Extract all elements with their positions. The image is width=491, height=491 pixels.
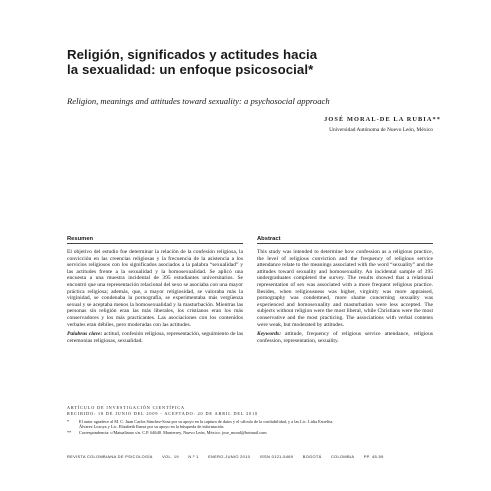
- footer-pages: PP. 45-59: [363, 454, 384, 459]
- author-affiliation: Universidad Autónoma de Nuevo León, México: [329, 127, 433, 133]
- resumen-body: El objetivo del estudio fue determinar la relación de la confesión religiosa, la convicción en las creencias religiosas y la frecuencia de la asistencia a los servicios religiosos con los significados asociados a la palabra “sexualidad” y las actitudes frente a la sexualidad y la homosexualidad. Se aplicó una encuesta a una muestra incidental de 395 estudiantes universitarios. Se encontró que una representación relacional del sexo se asociaba con una mayor práctica religiosa; además, que, a mayor religiosidad, se valoraba más la virginidad, se condenaba la pornografía, se experimentaba más vergüenza sexual y se aceptaba menos la homosexualidad y la masturbación. Mientras las personas sin religión eran las más liberales, los cristianos eran los más conservadores y los más practicantes. Las asociaciones con los contenidos verbales eran débiles, pero moderadas con las actitudes.: [67, 249, 243, 328]
- abstract-keywords-text: attitude, frequency of religious service attendance, religious confession, representation, sexuality.: [257, 331, 434, 344]
- resumen-keywords-label: Palabras clave:: [67, 331, 103, 338]
- author-name: JOSÉ MORAL-DE LA RUBIA**: [324, 116, 441, 123]
- abstract-heading: Abstract: [257, 236, 433, 244]
- abstract-body: This study was intended to determine how confession as a religious practice, the level of religious conviction and the frequency of religious service attendance relate to the meanings associated with the word “sexuality” and the attitudes toward sexuality and homosexuality. An incidental sample of 395 undergraduates completed the survey. The results showed that a relational representation of sex was associated with a more frequent religious practice. Besides, when religiousness was higher, virginity was more appraised, pornography was condemned, more shame concerning sexuality was experienced and homosexuality and masturbation were less accepted. The subjects without religion were the most liberal, while Christians were the most conservative and the most practicing. The associations with verbal contents were weak, but moderated by attitudes.: [257, 249, 433, 328]
- resumen-keywords: [67, 331, 243, 344]
- abstract-keywords-label: Keywords:: [257, 331, 282, 338]
- english-title: Religion, meanings and attitudes toward sexuality: a psychosocial approach: [67, 96, 330, 106]
- abstract-column: [257, 249, 433, 344]
- abstract-keywords: [257, 331, 433, 344]
- footnote-text-line: Correspondencia: c/Matualismo s/n. C.P. 64640. Monterrey, Nuevo León, México. jose_moral@hotmail.com: [79, 429, 267, 435]
- article-info: [67, 405, 258, 417]
- footer-issn: ISSN 0121-5469: [259, 454, 294, 459]
- journal-footer: [67, 454, 427, 459]
- footer-volume: VOL. 19: [162, 454, 179, 459]
- footer-number: N.º 1: [188, 454, 199, 459]
- footer-city: BOGOTÁ: [302, 454, 322, 459]
- footer-date: ENERO-JUNIO 2010: [208, 454, 251, 459]
- footnote-correspondence: [67, 430, 427, 435]
- article-type: ARTÍCULO DE INVESTIGACIÓN CIENTÍFICA: [67, 405, 185, 410]
- footnote-acknowledgement: [67, 419, 427, 430]
- footer-country: COLOMBIA: [330, 454, 355, 459]
- article-dates: RECIBIDO: 18 DE JUNIO DEL 2009 - ACEPTADO: 20 DE ABRIL DEL 2010: [67, 411, 259, 416]
- title-line-1: Religión, significados y actitudes hacia: [67, 47, 318, 62]
- footnote-marker: **: [67, 429, 72, 435]
- footnote-text-line: Álvarez Lozoya y Lic. Elizabeth Ibarra por su apoyo en la búsqueda de información.: [79, 424, 225, 430]
- resumen-heading: Resumen: [67, 236, 243, 244]
- footnote-marker: *: [67, 419, 70, 424]
- title-line-2: la sexualidad: un enfoque psicosocial*: [67, 61, 314, 77]
- footnote-text-line: El autor agradece al M. C. Juan Carlos Sánchez-Sosa por su apoyo en la captura de datos y el cálculo de la confiabilidad, y a las Lic. Lidia Estrelita: [79, 419, 333, 424]
- article-title: [67, 48, 427, 77]
- footnotes: [67, 419, 427, 435]
- resumen-column: [67, 249, 243, 344]
- footer-journal: REVISTA COLOMBIANA DE PSICOLOGÍA: [67, 454, 153, 459]
- resumen-keywords-text: actitud, confesión religiosa, representación, seguimiento de las ceremonias religiosas, sexualidad.: [67, 331, 243, 344]
